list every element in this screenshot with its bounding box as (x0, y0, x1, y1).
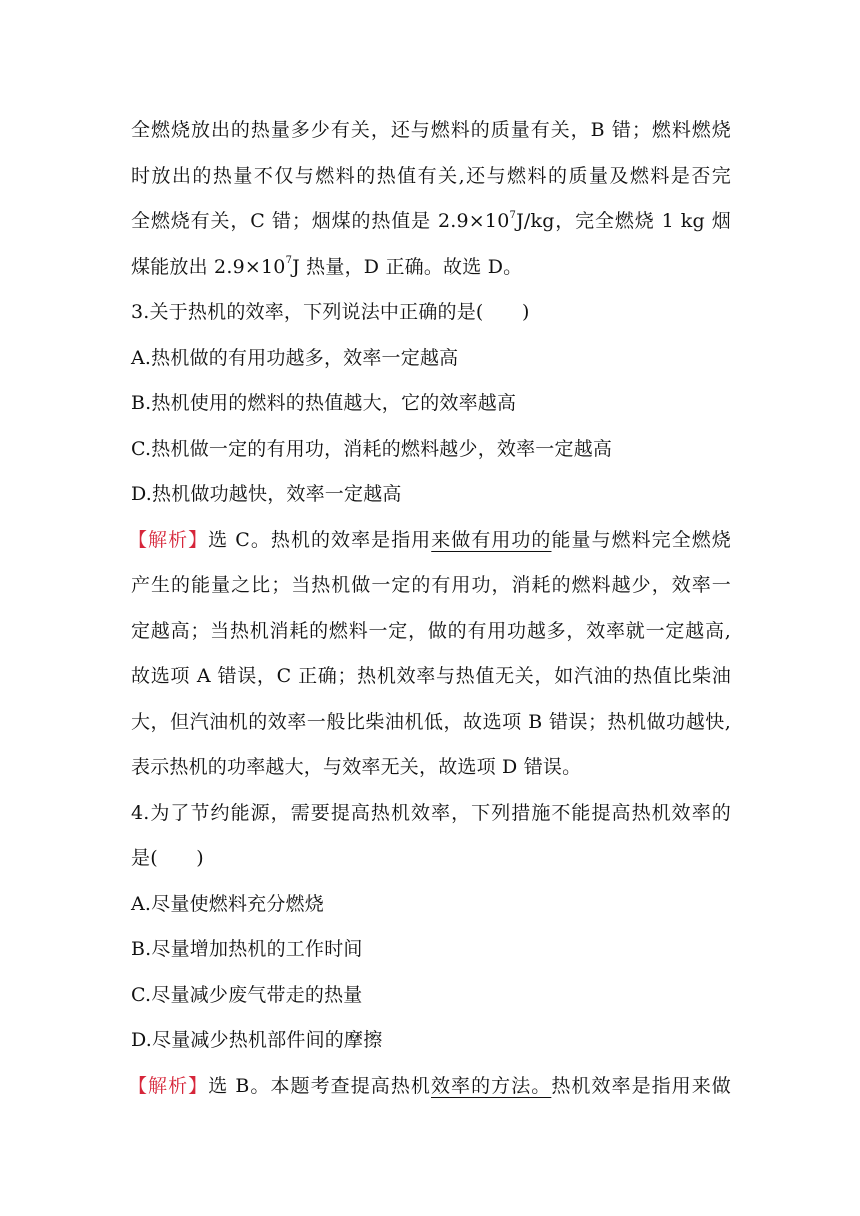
question-3-stem: 3.关于热机的效率，下列说法中正确的是( ) (131, 301, 530, 323)
prev-explanation-line-3-b: J/kg，完全燃烧 1 kg 烟 (516, 210, 732, 232)
question-3-option-c: C.热机做一定的有用功，消耗的燃料越少，效率一定越高 (131, 437, 613, 460)
analysis-text: 选 B。本题考查提高热机 (208, 1074, 431, 1097)
prev-explanation-line-2: 时放出的热量不仅与燃料的热值有关,还与燃料的质量及燃料是否完 (131, 164, 731, 187)
prev-explanation-line-1: 全燃烧放出的热量多少有关，还与燃料的质量有关，B 错；燃料燃烧 (131, 119, 731, 141)
prev-explanation-line-4 (131, 245, 731, 291)
underlined-text: 效率的方法。 (430, 1074, 552, 1097)
prev-explanation-line-4-b: J 热量，D 正确。故选 D。 (292, 255, 523, 278)
question-4-analysis-line-1 (128, 1064, 731, 1110)
document-page (128, 108, 732, 1109)
question-4-option-a: A.尽量使燃料充分燃烧 (131, 892, 324, 915)
underlined-text: 来做有用功的 (431, 528, 552, 551)
exponent: 7 (509, 209, 517, 221)
analysis-label: 【解析】 (128, 528, 209, 551)
question-4-option-d: D.尽量减少热机部件间的摩擦 (131, 1029, 383, 1051)
prev-explanation-line-3-a: 全燃烧有关，C 错；烟煤的热值是 2.9×10 (131, 210, 510, 232)
question-3-analysis-line-1 (128, 518, 732, 564)
question-3-analysis-line-4: 故选项 A 错误，C 正确；热机效率与热值无关，如汽油的热值比柴油 (131, 665, 731, 687)
question-4-stem-line-1: 4.为了节约能源，需要提高热机效率，下列措施不能提高热机效率的 (131, 801, 731, 824)
question-3-analysis-line-6: 表示热机的功率越大，与效率无关，故选项 D 错误。 (131, 756, 582, 778)
question-4-stem-line-2: 是( ) (131, 847, 204, 869)
question-4-option-c: C.尽量减少废气带走的热量 (131, 983, 363, 1006)
question-3-option-a: A.热机做的有用功越多，效率一定越高 (131, 346, 459, 369)
analysis-text: 热机效率是指用来做 (551, 1074, 731, 1097)
analysis-text: 选 C。热机的效率是指用 (208, 528, 432, 551)
prev-explanation-line-4-a: 煤能放出 2.9×10 (131, 255, 286, 278)
exponent: 7 (285, 255, 293, 267)
question-3-analysis-line-2: 产生的能量之比；当热机做一定的有用功，消耗的燃料越少，效率一 (131, 574, 731, 596)
prev-explanation-line-3 (131, 199, 731, 245)
question-3-option-d: D.热机做功越快，效率一定越高 (131, 483, 402, 505)
question-4-option-b: B.尽量增加热机的工作时间 (131, 938, 363, 960)
analysis-label: 【解析】 (128, 1074, 209, 1097)
question-3-analysis-line-5: 大，但汽油机的效率一般比柴油机低，故选项 B 错误；热机做功越快, (131, 710, 731, 733)
question-3-analysis-line-3: 定越高；当热机消耗的燃料一定，做的有用功越多，效率就一定越高, (131, 619, 731, 642)
question-3-option-b: B.热机使用的燃料的热值越大，它的效率越高 (131, 392, 517, 414)
analysis-text: 能量与燃料完全燃烧 (551, 528, 732, 551)
